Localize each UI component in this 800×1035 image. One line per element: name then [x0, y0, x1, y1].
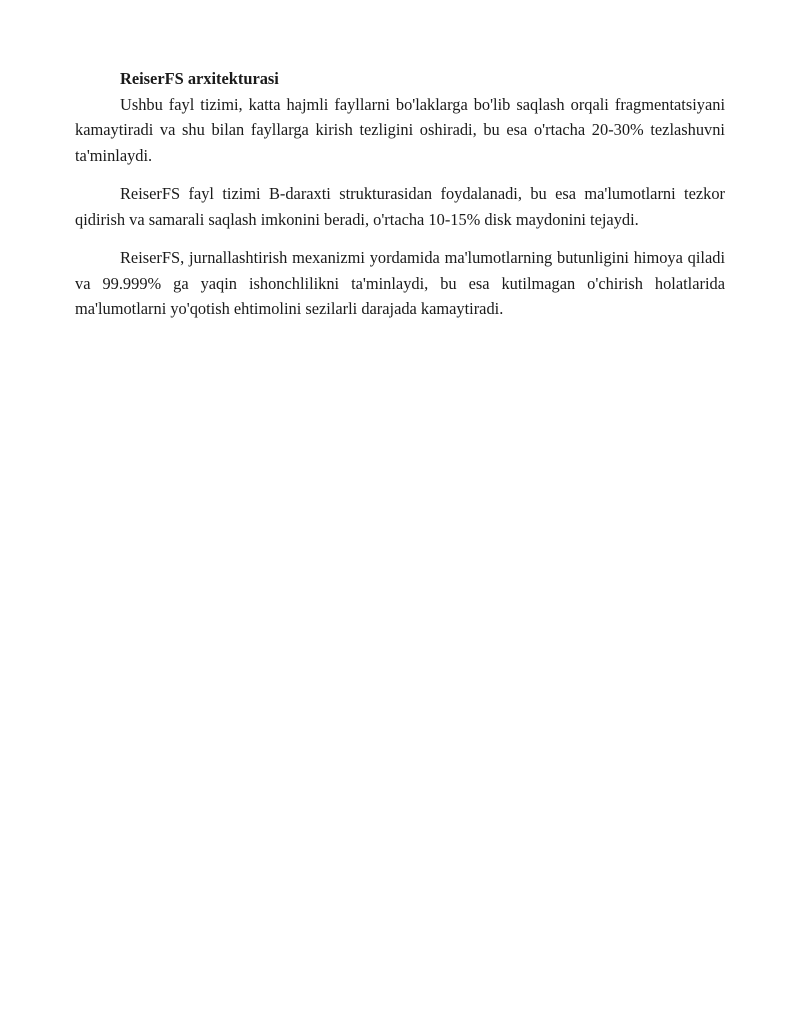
paragraph: ReiserFS fayl tizimi B-daraxti strukturasidan foydalanadi, bu esa ma'lumotlarni tezkor qidirish va samarali saqlash imkonini beradi, o'rtacha 10-15% disk maydonini tejaydi. [75, 184, 725, 229]
document-body [75, 66, 725, 335]
section-heading: ReiserFS arxitekturasi [120, 69, 279, 88]
paragraph: ReiserFS, jurnallashtirish mexanizmi yordamida ma'lumotlarning butunligini himoya qiladi va 99.999% ga yaqin ishonchlilikni ta'minlaydi, bu esa kutilmagan o'chirish holatlarida ma'lumotlarni yo'qotish ehtimolini sezilarli darajada kamaytiradi. [75, 248, 725, 318]
paragraph: Ushbu fayl tizimi, katta hajmli fayllarni bo'laklarga bo'lib saqlash orqali fragmentatsiyani kamaytiradi va shu bilan fayllarga kirish tezligini oshiradi, bu esa o'rtacha 20-30% tezlashuvni ta'minlaydi. [75, 94, 725, 165]
